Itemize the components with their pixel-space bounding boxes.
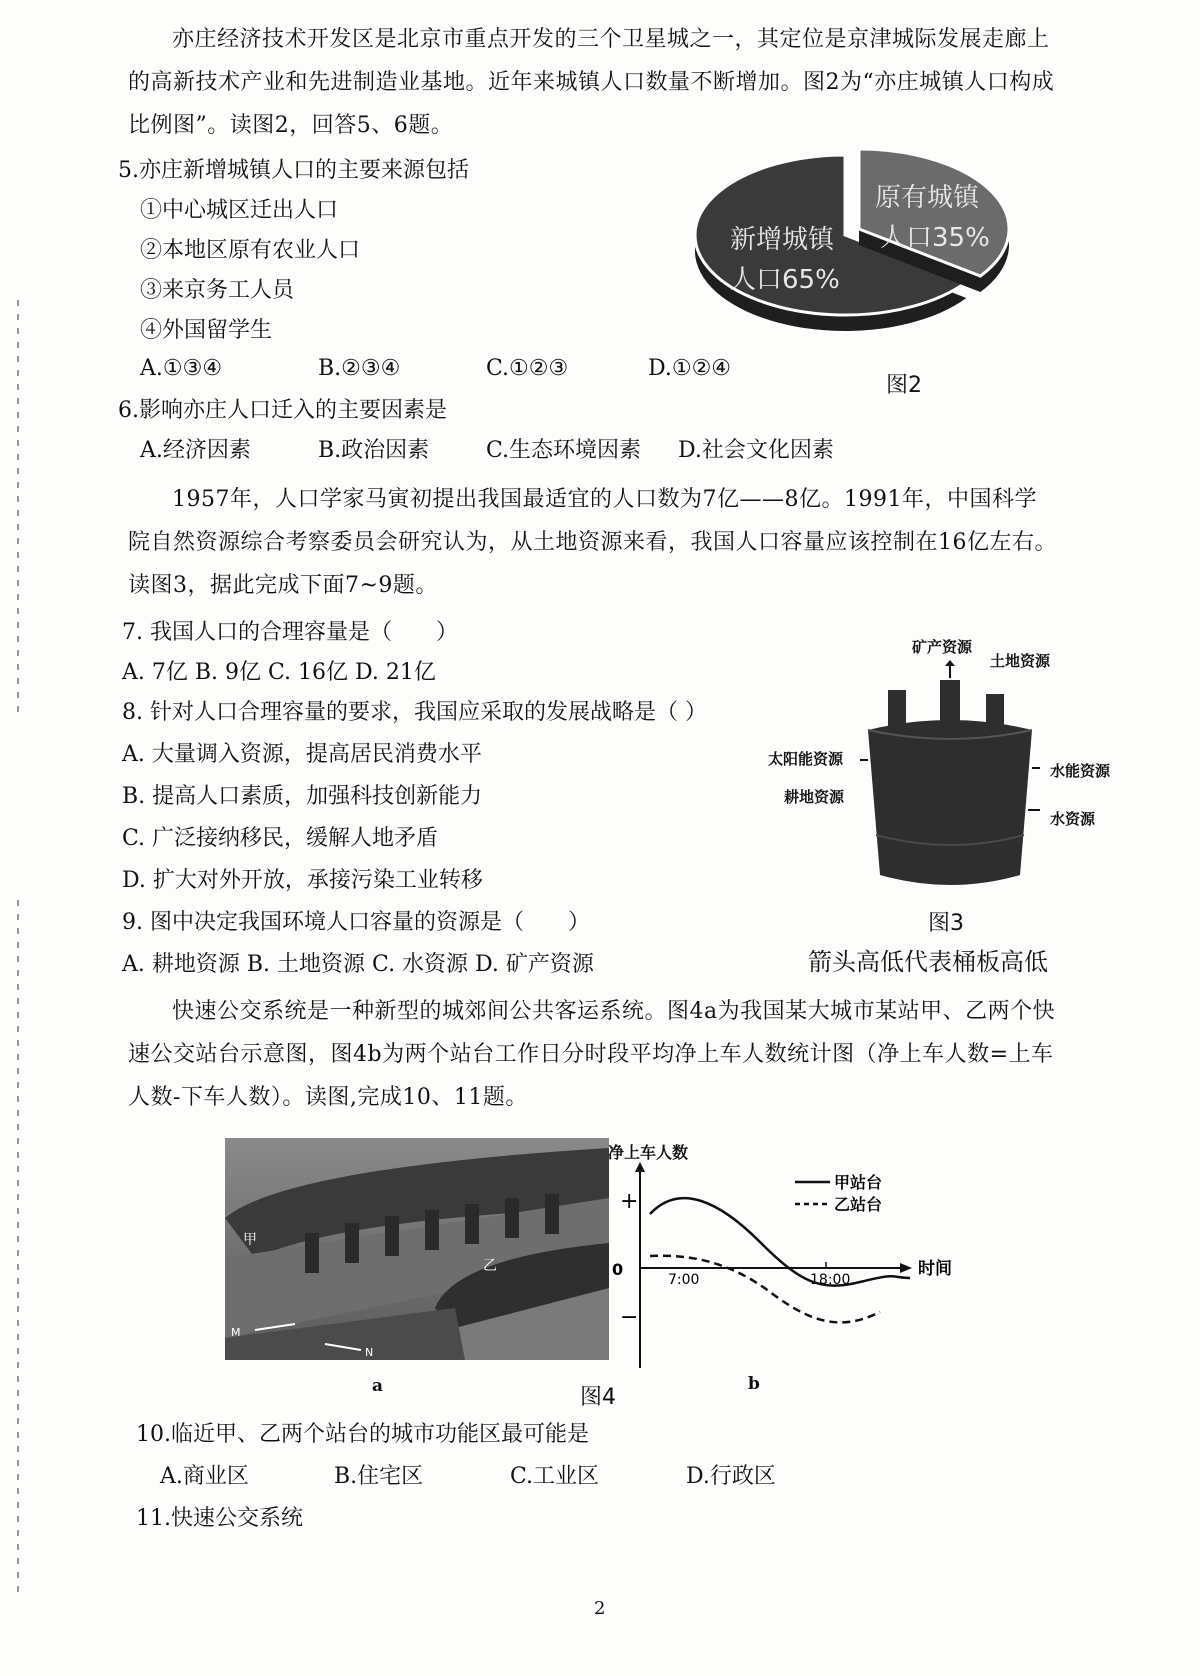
figure-4b-line-chart (600, 1142, 1000, 1378)
figure-3-barrel-diagram (860, 660, 1040, 900)
figure-2-caption: 图2 (886, 373, 922, 398)
pie-label-new-1: 新增城镇 (730, 225, 835, 255)
fig3-label-water: 水资源 (1050, 810, 1096, 828)
question-6-option-c: C.生态环境因素 (486, 438, 642, 463)
intro-paragraph-2: 1957年，人口学家马寅初提出我国最适宜的人口数为7亿——8亿。1991年，中国科学院自然资源综合考察委员会研究认为，从土地资源来看，我国人口容量应该控制在16亿左右。读图3，据此完成下面7~9题。 (128, 487, 1057, 598)
question-7-options: A. 7亿 B. 9亿 C. 16亿 D. 21亿 (122, 660, 436, 685)
figure-4a-label: a (372, 1376, 384, 1396)
pie-label-old-2: 人口35% (880, 223, 990, 253)
page-number: 2 (594, 1598, 606, 1619)
fig3-label-land: 土地资源 (990, 652, 1051, 670)
scan-margin-dash (17, 300, 19, 720)
photo-label-m: M (231, 1326, 241, 1339)
question-10-option-d: D.行政区 (686, 1464, 776, 1489)
fig3-label-arable: 耕地资源 (784, 788, 845, 806)
question-10-option-b: B.住宅区 (334, 1464, 424, 1489)
scan-margin-dash (17, 900, 19, 1600)
chart-minus-sign: − (620, 1305, 639, 1330)
barrel-stave (986, 694, 1004, 726)
question-6-option-b: B.政治因素 (318, 438, 430, 463)
figure-3-caption: 图3 (928, 911, 964, 936)
question-6-option-d: D.社会文化因素 (678, 438, 834, 463)
chart-tick-7: 7:00 (668, 1272, 700, 1288)
question-10-option-c: C.工业区 (510, 1464, 600, 1489)
question-5-option-a: A.①③④ (140, 356, 223, 381)
barrel-body (868, 720, 1032, 885)
question-10-stem: 10.临近甲、乙两个站台的城市功能区最可能是 (136, 1422, 589, 1447)
question-5-option-c: C.①②③ (486, 356, 569, 381)
chart-zero-label: 0 (612, 1260, 624, 1279)
pie-label-new-2: 人口65% (730, 265, 840, 295)
intro-paragraph-1: 亦庄经济技术开发区是北京市重点开发的三个卫星城之一，其定位是京津城际发展走廊上的高新技术产业和先进制造业基地。近年来城镇人口数量不断增加。图2为“亦庄城镇人口构成比例图”。读图2，回答5、6题。 (128, 27, 1055, 138)
chart-ylabel: 净上车人数 (608, 1143, 689, 1162)
question-11-stem: 11.快速公交系统 (136, 1506, 303, 1531)
question-8-option-b: B. 提高人口素质，加强科技创新能力 (122, 784, 483, 809)
barrel-stave (940, 680, 960, 726)
chart-tick-18: 18:00 (810, 1272, 851, 1288)
question-6-stem: 6.影响亦庄人口迁入的主要因素是 (118, 398, 447, 423)
series-yi-line (650, 1256, 880, 1323)
question-5-item: ②本地区原有农业人口 (140, 238, 361, 263)
question-9-options: A. 耕地资源 B. 土地资源 C. 水资源 D. 矿产资源 (122, 952, 594, 977)
photo-label-jia: 甲 (243, 1232, 257, 1248)
question-5-stem: 5.亦庄新增城镇人口的主要来源包括 (118, 158, 469, 183)
question-8-option-c: C. 广泛接纳移民，缓解人地矛盾 (122, 826, 439, 851)
question-9-stem: 9. 图中决定我国环境人口容量的资源是（ ） (122, 910, 590, 935)
question-5-option-d: D.①②④ (648, 356, 732, 381)
question-6-option-a: A.经济因素 (140, 438, 251, 463)
figure-3-note: 箭头高低代表桶板高低 (808, 948, 1048, 976)
photo-label-yi: 乙 (483, 1258, 497, 1274)
figure-2-pie-chart (680, 140, 1020, 350)
fig3-label-mineral: 矿产资源 (912, 638, 973, 656)
photo-label-n: N (365, 1346, 374, 1359)
question-7-stem: 7. 我国人口的合理容量是（ ） (122, 620, 458, 645)
question-5-item: ③来京务工人员 (140, 278, 295, 303)
question-8-option-a: A. 大量调入资源，提高居民消费水平 (122, 742, 482, 767)
question-8-stem: 8. 针对人口合理容量的要求，我国应采取的发展战略是（ ） (122, 700, 707, 725)
question-10-option-a: A.商业区 (160, 1464, 249, 1489)
figure-4b-label: b (748, 1374, 760, 1394)
pie-label-old-1: 原有城镇 (875, 183, 980, 213)
question-8-option-d: D. 扩大对外开放，承接污染工业转移 (122, 868, 483, 893)
figure-4a-photo (225, 1138, 609, 1360)
intro-paragraph-3: 快速公交系统是一种新型的城郊间公共客运系统。图4a为我国某大城市某站甲、乙两个快速公交站台示意图，图4b为两个站台工作日分时段平均净上车人数统计图（净上车人数=上车人数-下车人数）。读图,完成10、11题。 (128, 999, 1056, 1110)
chart-plus-sign: + (620, 1189, 639, 1214)
fig3-label-solar: 太阳能资源 (768, 750, 844, 768)
figure-4-caption: 图4 (580, 1385, 616, 1410)
question-5-option-b: B.②③④ (318, 356, 401, 381)
question-5-item: ④外国留学生 (140, 318, 273, 343)
legend-yi-label: 乙站台 (834, 1195, 883, 1214)
barrel-stave (888, 690, 906, 726)
question-5-item: ①中心城区迁出人口 (140, 198, 339, 223)
legend-jia-label: 甲站台 (834, 1173, 883, 1192)
chart-xlabel: 时间 (918, 1259, 952, 1279)
fig3-label-hydro: 水能资源 (1050, 762, 1111, 780)
